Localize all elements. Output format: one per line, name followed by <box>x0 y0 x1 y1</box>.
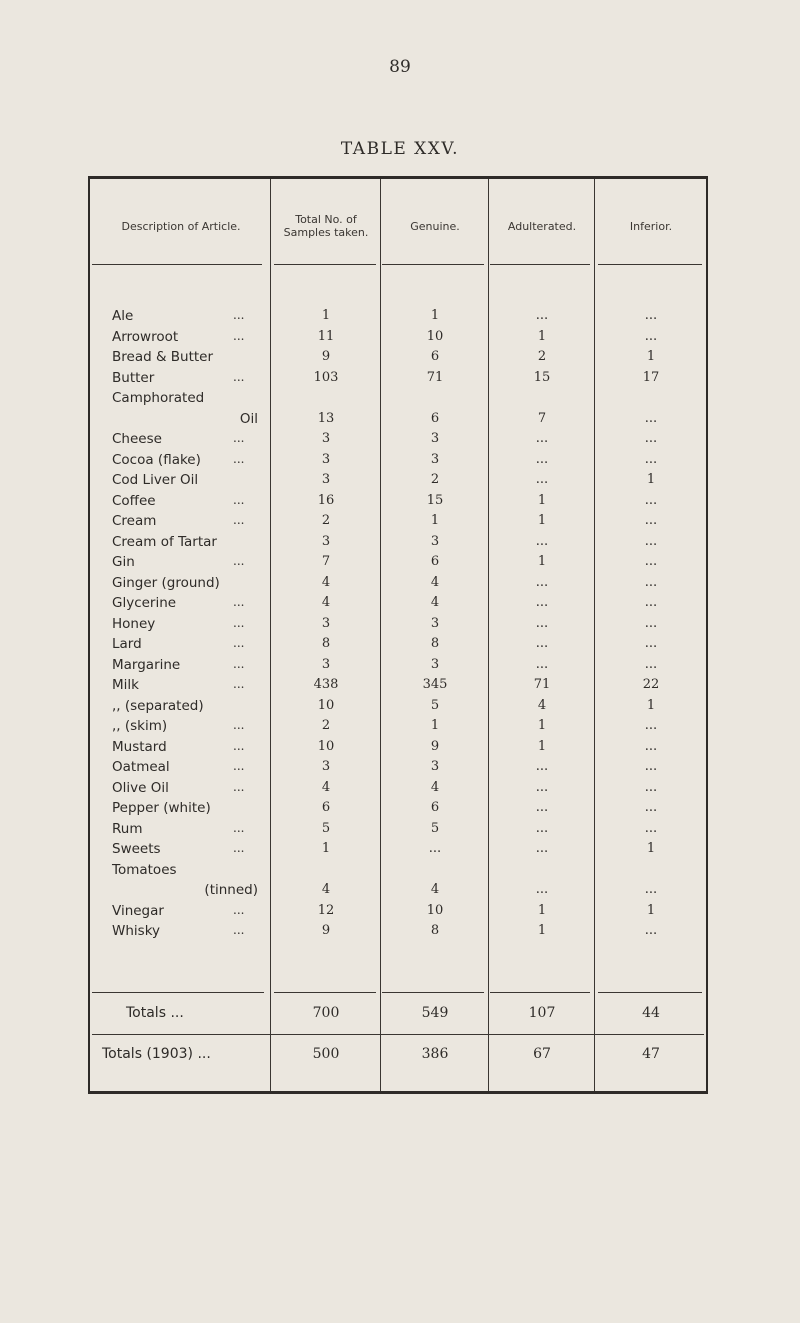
article-name: Sweets <box>112 841 161 857</box>
inferior-cell: ... <box>644 328 658 344</box>
adulterated-cell: 1 <box>537 328 547 344</box>
totals-adulterated: 107 <box>528 1005 556 1021</box>
column-divider <box>270 179 271 1091</box>
article-name: Cod Liver Oil <box>112 472 199 488</box>
genuine-cell: 2 <box>430 472 440 487</box>
totals-total-samples: 700 <box>312 1005 340 1021</box>
total-samples-cell: 8 <box>321 636 331 651</box>
leader-dots: ... <box>233 841 245 855</box>
inferior-cell: ... <box>644 800 658 815</box>
header-rule <box>598 264 702 265</box>
genuine-cell: 15 <box>426 492 444 508</box>
adulterated-cell: ... <box>535 800 549 815</box>
article-name: Lard <box>112 636 142 652</box>
adulterated-cell: ... <box>535 779 549 795</box>
header-genuine: Genuine. <box>410 219 460 233</box>
inferior-cell: ... <box>644 574 658 590</box>
total-samples-cell: 9 <box>321 923 331 938</box>
inferior-cell: ... <box>644 820 658 836</box>
total-samples-cell: 2 <box>321 718 331 733</box>
leader-dots: ... <box>233 451 245 466</box>
total-samples-cell: 3 <box>321 431 331 446</box>
adulterated-cell: 1 <box>537 902 547 918</box>
totals-inferior: 47 <box>642 1046 660 1062</box>
article-name: Olive Oil <box>112 779 169 796</box>
table-right-rule <box>706 176 708 1094</box>
total-samples-cell: 13 <box>317 410 335 426</box>
totals-genuine: 386 <box>421 1046 449 1062</box>
total-samples-cell: 4 <box>321 779 331 795</box>
leader-dots: ... <box>233 431 245 445</box>
genuine-cell: 10 <box>426 902 444 918</box>
leader-dots: ... <box>233 656 245 671</box>
totals-rule <box>598 992 702 993</box>
inferior-cell: ... <box>644 410 658 426</box>
leader-dots: ... <box>233 492 245 507</box>
article-name: Mustard <box>112 738 167 755</box>
leader-dots: ... <box>233 328 245 343</box>
article-name: Honey <box>112 615 156 632</box>
inferior-cell: ... <box>644 308 658 323</box>
total-samples-cell: 2 <box>321 513 331 528</box>
adulterated-cell: ... <box>535 656 549 672</box>
genuine-cell: 6 <box>430 410 440 426</box>
table-title: TABLE XXV. <box>340 139 460 159</box>
inferior-cell: ... <box>644 882 658 897</box>
header-rule <box>382 264 484 265</box>
table-top-rule <box>88 176 708 179</box>
column-divider <box>380 179 381 1091</box>
total-samples-cell: 4 <box>321 574 331 590</box>
total-samples-cell: 1 <box>321 308 331 323</box>
inferior-cell: ... <box>644 513 658 528</box>
genuine-cell: 4 <box>430 595 440 610</box>
samples-table <box>88 176 708 1094</box>
article-name: Pepper (white) <box>112 800 211 816</box>
article-name: Cocoa (flake) <box>112 451 201 468</box>
adulterated-cell: ... <box>535 451 549 467</box>
total-samples-cell: 1 <box>321 841 331 856</box>
article-name: Butter <box>112 369 155 386</box>
genuine-cell: 3 <box>430 451 440 467</box>
inferior-cell: 1 <box>646 841 656 856</box>
genuine-cell: 6 <box>430 800 440 815</box>
inferior-cell: ... <box>644 779 658 795</box>
adulterated-cell: 1 <box>537 513 547 528</box>
total-samples-cell: 438 <box>313 677 339 692</box>
inferior-cell: ... <box>644 923 658 938</box>
genuine-cell: 345 <box>422 677 448 692</box>
header-adulterated: Adulterated. <box>507 219 577 233</box>
adulterated-cell: 71 <box>533 677 551 692</box>
genuine-cell: 4 <box>430 882 440 897</box>
header-inferior: Inferior. <box>629 219 673 233</box>
totals-label: Totals ... <box>126 1005 184 1021</box>
page-number: 89 <box>389 57 411 77</box>
adulterated-cell: ... <box>535 574 549 590</box>
adulterated-cell: ... <box>535 472 549 487</box>
totals-rule <box>490 992 590 993</box>
adulterated-cell: ... <box>535 308 549 323</box>
article-name: Oatmeal <box>112 759 170 775</box>
inferior-cell: 22 <box>642 677 660 692</box>
total-samples-cell: 3 <box>321 656 331 672</box>
genuine-cell: 8 <box>430 923 440 938</box>
leader-dots: ... <box>233 595 245 609</box>
totals-total-samples: 500 <box>312 1046 340 1062</box>
article-name: Cream <box>112 513 157 529</box>
leader-dots: ... <box>233 718 245 732</box>
header-total-samples: Total No. of Samples taken. <box>283 213 369 239</box>
inferior-cell: ... <box>644 451 658 467</box>
leader-dots: ... <box>233 369 245 384</box>
article-name: Cheese <box>112 431 162 447</box>
genuine-cell: 1 <box>430 308 440 323</box>
genuine-cell: 3 <box>430 431 440 446</box>
total-samples-cell: 4 <box>321 882 331 897</box>
inferior-cell: 17 <box>642 369 660 385</box>
inferior-cell: ... <box>644 738 658 754</box>
genuine-cell: 10 <box>426 328 444 344</box>
adulterated-cell: 1 <box>537 738 547 754</box>
genuine-cell: 3 <box>430 615 440 631</box>
genuine-cell: 1 <box>430 513 440 528</box>
column-divider <box>488 179 489 1091</box>
adulterated-cell: ... <box>535 841 549 856</box>
table-bottom-rule <box>88 1091 708 1094</box>
article-name: Whisky <box>112 923 161 939</box>
genuine-cell: 8 <box>430 636 440 651</box>
totals-inferior: 44 <box>642 1005 660 1021</box>
genuine-cell: 1 <box>430 718 440 733</box>
total-samples-cell: 6 <box>321 800 331 815</box>
leader-dots: ... <box>233 636 245 650</box>
leader-dots: ... <box>233 677 245 691</box>
totals-rule <box>274 992 376 993</box>
article-name: Arrowroot <box>112 328 179 345</box>
article-name: Ginger (ground) <box>112 574 220 591</box>
total-samples-cell: 9 <box>321 349 331 364</box>
adulterated-cell: 7 <box>537 410 547 426</box>
inferior-cell: ... <box>644 759 658 774</box>
adulterated-cell: ... <box>535 882 549 897</box>
inferior-cell: ... <box>644 615 658 631</box>
adulterated-cell: ... <box>535 636 549 651</box>
total-samples-cell: 4 <box>321 595 331 610</box>
leader-dots: ... <box>233 902 245 917</box>
genuine-cell: 4 <box>430 779 440 795</box>
inferior-cell: ... <box>644 431 658 446</box>
column-divider <box>594 179 595 1091</box>
adulterated-cell: ... <box>535 615 549 631</box>
genuine-cell: 9 <box>430 738 440 754</box>
article-name: Bread & Butter <box>112 349 214 365</box>
total-samples-cell: 12 <box>317 902 335 918</box>
adulterated-cell: 1 <box>537 923 547 938</box>
article-name-continued: Oil <box>239 410 258 427</box>
totals-label: Totals (1903) ... <box>102 1046 211 1062</box>
article-name: Camphorated <box>112 390 205 406</box>
genuine-cell: 5 <box>430 697 440 713</box>
inferior-cell: 1 <box>646 902 656 918</box>
total-samples-cell: 3 <box>321 451 331 467</box>
adulterated-cell: 4 <box>537 697 547 713</box>
genuine-cell: 5 <box>430 820 440 836</box>
inferior-cell: ... <box>644 656 658 672</box>
leader-dots: ... <box>233 738 245 753</box>
article-name: ,, (skim) <box>112 718 168 734</box>
totals-genuine: 549 <box>421 1005 449 1021</box>
genuine-cell: 3 <box>430 759 440 774</box>
total-samples-cell: 3 <box>321 759 331 774</box>
total-samples-cell: 10 <box>317 738 335 754</box>
article-name: Cream of Tartar <box>112 533 217 550</box>
totals-adulterated: 67 <box>533 1046 551 1062</box>
inferior-cell: ... <box>644 595 658 610</box>
totals-1903-rule <box>92 1034 704 1035</box>
header-rule <box>490 264 590 265</box>
article-name: Margarine <box>112 656 181 673</box>
leader-dots: ... <box>233 308 245 322</box>
inferior-cell: ... <box>644 554 658 569</box>
article-name: Tomatoes <box>112 861 177 878</box>
adulterated-cell: ... <box>535 820 549 836</box>
genuine-cell: 3 <box>430 656 440 672</box>
totals-rule <box>92 992 264 993</box>
inferior-cell: ... <box>644 492 658 508</box>
adulterated-cell: ... <box>535 595 549 610</box>
article-name: Coffee <box>112 492 156 509</box>
total-samples-cell: 10 <box>317 697 335 713</box>
genuine-cell: 71 <box>426 369 444 385</box>
genuine-cell: 6 <box>430 554 440 569</box>
inferior-cell: 1 <box>646 697 656 713</box>
leader-dots: ... <box>233 923 245 937</box>
total-samples-cell: 103 <box>313 369 339 385</box>
adulterated-cell: 1 <box>537 718 547 733</box>
article-name-continued: (tinned) <box>204 882 258 898</box>
leader-dots: ... <box>233 820 245 835</box>
inferior-cell: 1 <box>646 472 656 487</box>
header-rule <box>274 264 376 265</box>
adulterated-cell: 1 <box>537 492 547 508</box>
total-samples-cell: 11 <box>317 328 335 344</box>
genuine-cell: ... <box>428 841 442 856</box>
table-left-rule <box>88 176 90 1094</box>
article-name: Ale <box>112 308 134 324</box>
adulterated-cell: ... <box>535 431 549 446</box>
total-samples-cell: 5 <box>321 820 331 836</box>
article-name: Glycerine <box>112 595 177 611</box>
article-name: Rum <box>112 820 143 837</box>
genuine-cell: 4 <box>430 574 440 590</box>
header-rule <box>92 264 262 265</box>
article-name: Gin <box>112 554 135 570</box>
header-description: Description of Article. <box>121 219 241 233</box>
total-samples-cell: 3 <box>321 472 331 487</box>
article-name: ,, (separated) <box>112 697 204 714</box>
article-name: Milk <box>112 677 139 693</box>
adulterated-cell: ... <box>535 533 549 549</box>
genuine-cell: 6 <box>430 349 440 364</box>
genuine-cell: 3 <box>430 533 440 549</box>
total-samples-cell: 3 <box>321 533 331 549</box>
article-name: Vinegar <box>112 902 164 919</box>
totals-rule <box>382 992 484 993</box>
leader-dots: ... <box>233 615 245 630</box>
total-samples-cell: 16 <box>317 492 335 508</box>
inferior-cell: ... <box>644 533 658 549</box>
adulterated-cell: 1 <box>537 554 547 569</box>
inferior-cell: ... <box>644 636 658 651</box>
leader-dots: ... <box>233 759 245 773</box>
total-samples-cell: 3 <box>321 615 331 631</box>
leader-dots: ... <box>233 779 245 794</box>
inferior-cell: ... <box>644 718 658 733</box>
leader-dots: ... <box>233 554 245 568</box>
adulterated-cell: 15 <box>533 369 551 385</box>
total-samples-cell: 7 <box>321 554 331 569</box>
adulterated-cell: 2 <box>537 349 547 364</box>
leader-dots: ... <box>233 513 245 527</box>
inferior-cell: 1 <box>646 349 656 364</box>
adulterated-cell: ... <box>535 759 549 774</box>
